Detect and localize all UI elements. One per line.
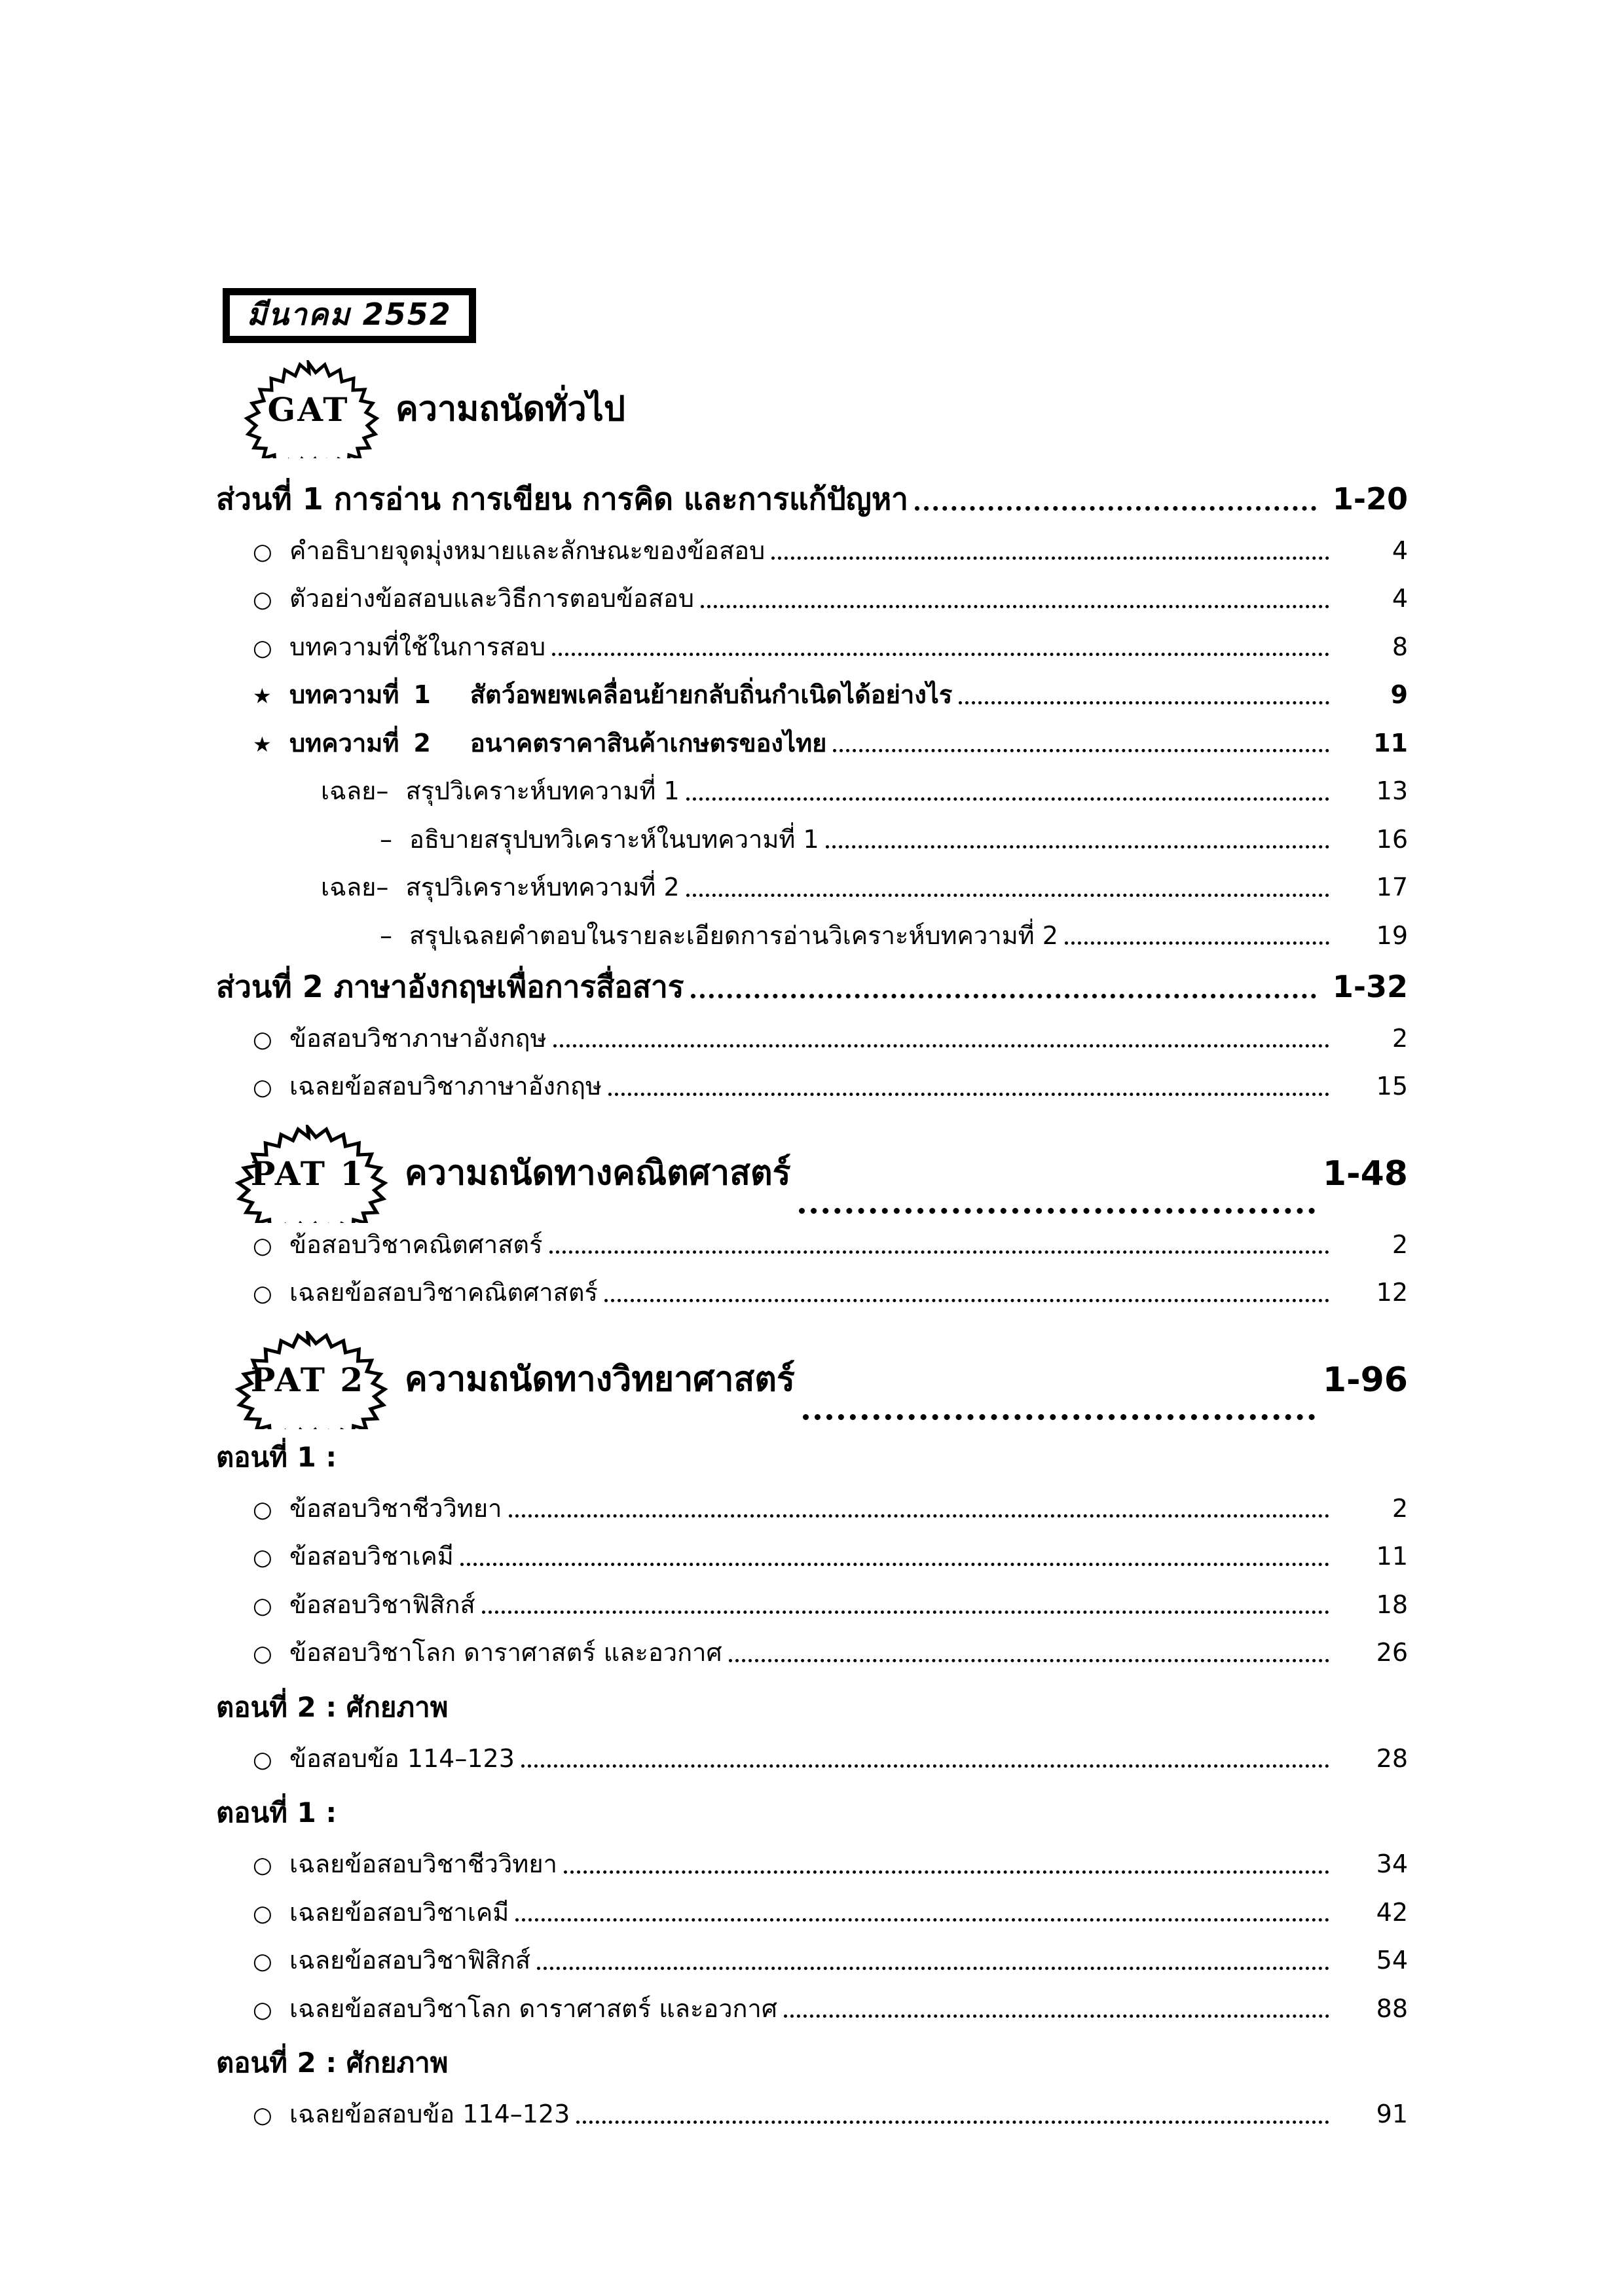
toc-row-label: ข้อสอบข้อ 114–123: [289, 1743, 515, 1773]
toc-row[interactable]: [216, 1230, 1408, 1261]
leader-dots: [959, 701, 1329, 704]
section-subheading: ตอนที่ 2 : ศักยภาพ: [216, 2047, 449, 2079]
section-subheading: ตอนที่ 1 :: [216, 1796, 337, 1829]
star-bullet-icon: ★: [253, 731, 272, 757]
leader-dots: [553, 1044, 1329, 1048]
circle-bullet-icon: ○: [253, 1026, 272, 1053]
article-row[interactable]: [216, 728, 1408, 759]
gat-starburst-badge-icon: [233, 360, 384, 458]
pat1-badge-label: PAT 1: [250, 1154, 365, 1193]
pat2-title: ความถนัดทางวิทยาศาสตร์: [405, 1360, 795, 1400]
toc-row-page: 26: [1376, 1638, 1408, 1667]
answer-key-label: สรุปวิเคราะห์บทความที่ 2: [405, 873, 680, 902]
toc-row[interactable]: [216, 1023, 1408, 1055]
leader-dots: [915, 506, 1316, 511]
toc-row[interactable]: [216, 1897, 1408, 1929]
toc-row[interactable]: [216, 1590, 1408, 1621]
article-row-label: [289, 728, 826, 759]
part2-heading-label: ส่วนที่ 2 ภาษาอังกฤษเพื่อการสื่อสาร: [216, 969, 684, 1004]
circle-bullet-icon: ○: [253, 1948, 272, 1975]
toc-row[interactable]: [216, 1994, 1408, 2025]
leader-dots: [564, 1870, 1329, 1874]
toc-row-label: เฉลยข้อสอบวิชาคณิตศาสตร์: [289, 1278, 598, 1307]
article-title: สัตว์อพยพเคลื่อนย้ายกลับถิ่นกำเนิดได้อย่างไร: [470, 680, 953, 709]
circle-bullet-icon: ○: [253, 1592, 272, 1619]
toc-row[interactable]: [216, 1493, 1408, 1525]
star-bullet-icon: ★: [253, 683, 272, 708]
leader-dots: [552, 653, 1329, 656]
leader-dots: [521, 1764, 1329, 1768]
answer-key-label: สรุปวิเคราะห์บทความที่ 1: [405, 776, 680, 805]
leader-dots: [784, 2014, 1329, 2018]
part2-heading-row: [216, 968, 1408, 1006]
answer-key-label: อธิบายสรุปบทวิเคราะห์ในบทความที่ 1: [409, 824, 819, 854]
toc-row-label: คำอธิบายจุดมุ่งหมายและลักษณะของข้อสอบ: [289, 536, 766, 565]
circle-bullet-icon: ○: [253, 1074, 272, 1101]
leader-dots: [509, 1514, 1329, 1518]
leader-dots: [1065, 941, 1329, 945]
circle-bullet-icon: ○: [253, 1746, 272, 1773]
leader-dots: [549, 1250, 1330, 1254]
gat-badge-label: GAT: [267, 390, 350, 429]
leader-dots: [833, 749, 1329, 752]
part1-heading-row: [216, 481, 1408, 519]
toc-row[interactable]: [216, 632, 1408, 663]
answer-key-row[interactable]: [216, 824, 1408, 856]
answer-key-prefix: –: [380, 920, 392, 950]
toc-row[interactable]: [216, 536, 1408, 567]
answer-key-row[interactable]: [216, 920, 1408, 952]
answer-key-row[interactable]: [216, 872, 1408, 903]
toc-row-page: 2: [1392, 1230, 1408, 1259]
pat2-starburst-badge-icon: [223, 1331, 393, 1429]
pat2-header: [223, 1331, 1408, 1429]
answer-key-prefix: –: [380, 824, 392, 854]
toc-row[interactable]: [216, 1277, 1408, 1309]
circle-bullet-icon: ○: [253, 1232, 272, 1259]
toc-row[interactable]: [216, 1541, 1408, 1573]
date-box-text: มีนาคม 2552: [247, 297, 452, 332]
section-subheading: ตอนที่ 1 :: [216, 1440, 337, 1473]
toc-row-label: เฉลยข้อสอบวิชาโลก ดาราศาสตร์ และอวกาศ: [289, 1994, 778, 2023]
answer-key-page: 17: [1376, 873, 1408, 902]
answer-key-prefix: เฉลย–: [321, 873, 389, 902]
leader-dots: [608, 1093, 1329, 1096]
toc-row-label: เฉลยข้อสอบวิชาฟิสิกส์: [289, 1946, 531, 1975]
toc-row-page: 34: [1376, 1850, 1408, 1878]
answer-key-page: 16: [1376, 824, 1408, 854]
article-title: อนาคตราคาสินค้าเกษตรของไทย: [470, 728, 827, 757]
leader-dots: [537, 1967, 1329, 1970]
circle-bullet-icon: ○: [253, 1544, 272, 1571]
pat2-badge-label: PAT 2: [250, 1360, 365, 1399]
part1-page: 1-20: [1332, 481, 1408, 517]
toc-row-label: ตัวอย่างข้อสอบและวิธีการตอบข้อสอบ: [289, 584, 694, 613]
toc-row-page: 4: [1392, 584, 1408, 613]
toc-row-page: 54: [1376, 1946, 1408, 1975]
article-row-page: 11: [1373, 728, 1408, 757]
date-box-wrapper: [223, 288, 1408, 343]
pat2-page: 1-96: [1322, 1360, 1408, 1400]
toc-row[interactable]: [216, 1743, 1408, 1775]
toc-row-page: 8: [1392, 632, 1408, 661]
gat-title: ความถนัดทั่วไป: [396, 389, 625, 429]
toc-row-page: 28: [1376, 1743, 1408, 1773]
toc-row-page: 88: [1376, 1994, 1408, 2023]
leader-dots: [686, 894, 1329, 897]
part1-heading-label: ส่วนที่ 1 การอ่าน การเขียน การคิด และการแก้ปัญหา: [216, 481, 909, 517]
leader-dots: [460, 1563, 1329, 1566]
toc-row-page: 12: [1376, 1278, 1408, 1307]
toc-row-label: บทความที่ใช้ในการสอบ: [289, 632, 546, 661]
pat1-starburst-badge-icon: [223, 1125, 393, 1223]
circle-bullet-icon: ○: [253, 538, 272, 565]
gat-header: [233, 360, 1408, 458]
leader-dots: [701, 605, 1329, 608]
article-number: 1: [413, 680, 431, 709]
leader-dots: [803, 1414, 1315, 1420]
toc-row-label: เฉลยข้อสอบวิชาภาษาอังกฤษ: [289, 1072, 602, 1101]
circle-bullet-icon: ○: [253, 587, 272, 613]
answer-key-row[interactable]: [216, 776, 1408, 807]
article-row-page: 9: [1390, 680, 1408, 709]
circle-bullet-icon: ○: [253, 634, 272, 661]
toc-row-page: 2: [1392, 1493, 1408, 1523]
article-row-label: [289, 680, 952, 711]
toc-row[interactable]: [216, 583, 1408, 615]
leader-dots: [604, 1299, 1329, 1302]
toc-row-label: ข้อสอบวิชาชีววิทยา: [289, 1493, 502, 1523]
toc-row[interactable]: [216, 1637, 1408, 1669]
toc-row-page: 11: [1376, 1542, 1408, 1571]
toc-row[interactable]: [216, 1071, 1408, 1102]
toc-row-page: 18: [1376, 1590, 1408, 1619]
circle-bullet-icon: ○: [253, 1496, 272, 1523]
toc-row-page: 91: [1376, 2100, 1408, 2128]
toc-row-page: 42: [1376, 1897, 1408, 1927]
circle-bullet-icon: ○: [253, 1996, 272, 2023]
toc-row-label: ข้อสอบวิชาเคมี: [289, 1542, 454, 1571]
toc-row-label: ข้อสอบวิชาคณิตศาสตร์: [289, 1230, 543, 1259]
toc-row[interactable]: [216, 1849, 1408, 1880]
toc-row-page: 2: [1392, 1023, 1408, 1053]
circle-bullet-icon: ○: [253, 1281, 272, 1307]
pat1-header: [223, 1125, 1408, 1223]
pat1-page: 1-48: [1322, 1154, 1408, 1194]
toc-row-page: 15: [1376, 1072, 1408, 1101]
circle-bullet-icon: ○: [253, 1852, 272, 1878]
leader-dots: [691, 994, 1316, 998]
toc-row[interactable]: [216, 2099, 1408, 2130]
toc-row-label: ข้อสอบวิชาโลก ดาราศาสตร์ และอวกาศ: [289, 1638, 722, 1667]
section-subheading: ตอนที่ 2 : ศักยภาพ: [216, 1690, 449, 1723]
leader-dots: [515, 1918, 1329, 1922]
leader-dots: [729, 1659, 1329, 1662]
answer-key-prefix: เฉลย–: [321, 776, 389, 805]
leader-dots: [576, 2121, 1329, 2124]
article-number: 2: [413, 728, 431, 757]
toc-row-label: ข้อสอบวิชาฟิสิกส์: [289, 1590, 475, 1619]
pat1-title: ความถนัดทางคณิตศาสตร์: [405, 1154, 791, 1194]
toc-row-label: เฉลยข้อสอบวิชาชีววิทยา: [289, 1850, 557, 1878]
article-prefix: บทความที่: [289, 680, 399, 709]
toc-row[interactable]: [216, 1945, 1408, 1977]
answer-key-page: 19: [1376, 920, 1408, 950]
toc-row-label: ข้อสอบวิชาภาษาอังกฤษ: [289, 1023, 547, 1053]
toc-row-page: 4: [1392, 536, 1408, 565]
leader-dots: [686, 797, 1329, 801]
toc-row-label: เฉลยข้อสอบข้อ 114–123: [289, 2100, 570, 2128]
leader-dots: [482, 1611, 1329, 1614]
part2-page: 1-32: [1332, 969, 1408, 1004]
article-row[interactable]: [216, 680, 1408, 711]
leader-dots: [826, 845, 1329, 848]
leader-dots: [799, 1208, 1315, 1214]
circle-bullet-icon: ○: [253, 1900, 272, 1927]
circle-bullet-icon: ○: [253, 1641, 272, 1667]
answer-key-label: สรุปเฉลยคำตอบในรายละเอียดการอ่านวิเคราะห์บทความที่ 2: [409, 920, 1058, 950]
date-box: [223, 288, 476, 343]
toc-row-label: เฉลยข้อสอบวิชาเคมี: [289, 1897, 509, 1927]
leader-dots: [771, 556, 1329, 560]
circle-bullet-icon: ○: [253, 2102, 272, 2128]
article-prefix: บทความที่: [289, 728, 399, 757]
answer-key-page: 13: [1376, 776, 1408, 805]
